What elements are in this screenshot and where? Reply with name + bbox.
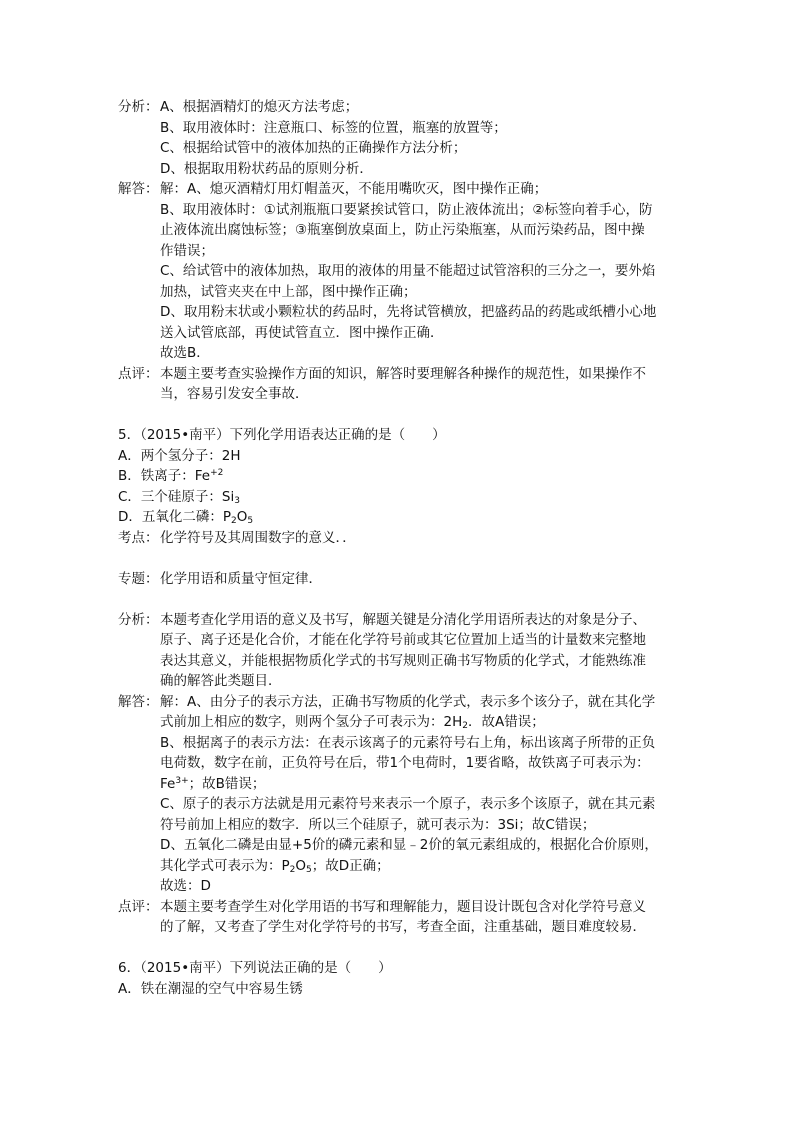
q5-zhuanti bbox=[118, 569, 678, 590]
q5-stem: 5．（2015•南平）下列化学用语表达正确的是（ ） bbox=[118, 427, 446, 443]
q4-answer-line: D、取用粉末状或小颗粒状的药品时，先将试管横放，把盛药品的药匙或纸槽小心地 bbox=[160, 304, 657, 320]
q4-analysis-line: D、根据取用粉状药品的原则分析． bbox=[160, 160, 373, 177]
q4-analysis bbox=[118, 97, 678, 179]
q5-kaodian bbox=[118, 528, 678, 549]
q4-analysis-label: 分析： bbox=[118, 99, 159, 115]
q5-answer-line: 电荷数，数字在前，正负符号在后，带1个电荷时，1要省略，故铁离子可表示为： bbox=[160, 755, 650, 771]
q4-answer-line: 加热，试管夹夹在中上部，图中操作正确； bbox=[160, 283, 417, 300]
q5-answer bbox=[118, 692, 678, 897]
q5-comment bbox=[118, 897, 678, 938]
q6-stem: 6．（2015•南平）下列说法正确的是（ ） bbox=[118, 960, 392, 976]
q4-answer-line: 故选B． bbox=[160, 345, 210, 361]
q4-answer-line: 解：A、熄灭酒精灯用灯帽盖灭，不能用嘴吹灭，图中操作正确； bbox=[160, 181, 548, 197]
q5-answer-line: 其化学式可表示为：$P_2O_5$；故D正确； bbox=[160, 857, 390, 875]
q6-option-a: A．铁在潮湿的空气中容易生锈 bbox=[118, 980, 303, 997]
q5-answer-line: B、根据离子的表示方法：在表示该离子的元素符号右上角，标出该离子所带的正负 bbox=[160, 734, 656, 751]
q5-answer-line: 式前加上相应的数字，则两个氢分子可表示为：$2H_2$．故A错误； bbox=[160, 714, 545, 731]
q5-answer-line: 符号前加上相应的数字．所以三个硅原子，就可表示为：3Si；故C错误； bbox=[160, 816, 596, 833]
q4-answer-line: 止液体流出腐蚀标签；③瓶塞倒放桌面上，防止污染瓶塞，从而污染药品，图中操 bbox=[160, 222, 645, 238]
q5-option-a: A．两个氢分子：2H bbox=[118, 447, 241, 464]
q4-answer bbox=[118, 179, 678, 364]
q4-analysis-line: A、根据酒精灯的熄灭方法考虑； bbox=[160, 99, 359, 115]
q4-analysis-line: C、根据给试管中的液体加热的正确操作方法分析； bbox=[160, 140, 467, 156]
q5-answer-label: 解答： bbox=[118, 693, 159, 710]
q4-comment-line: 当，容易引发安全事故． bbox=[160, 386, 309, 402]
q4-comment-line: 本题主要考查实验操作方面的知识，解答时要理解各种操作的规范性，如果操作不 bbox=[160, 365, 646, 382]
q4-comment bbox=[118, 364, 678, 405]
q5-comment-label: 点评： bbox=[118, 898, 159, 915]
q5-kaodian-text: 化学符号及其周围数字的意义．． bbox=[160, 529, 356, 546]
q5-answer-line: D、五氧化二磷是由显+5价的磷元素和显﹣2价的氧元素组成的，根据化合价原则， bbox=[160, 837, 658, 853]
q5-analysis-line: 确的解答此类题目． bbox=[160, 673, 282, 689]
q5-option-c: C．三个硅原子：$Si_3$ bbox=[118, 488, 240, 506]
q5-answer-line: $Fe^{3+}$；故B错误； bbox=[160, 775, 266, 792]
q4-answer-line: C、给试管中的液体加热，取用的液体的用量不能超过试管溶积的三分之一，要外焰 bbox=[160, 263, 656, 279]
q5-analysis-label: 分析： bbox=[118, 611, 159, 628]
document-page bbox=[118, 97, 678, 999]
q5-analysis-line: 原子、离子还是化合价，才能在化学符号前或其它位置加上适当的计量数来完整地 bbox=[160, 632, 646, 648]
q5-option-d: D．五氧化二磷：$P_2O_5$ bbox=[118, 509, 254, 526]
q5-zhuanti-text: 化学用语和质量守恒定律． bbox=[160, 570, 322, 587]
q5-analysis bbox=[118, 610, 678, 692]
q4-comment-label: 点评： bbox=[118, 365, 159, 382]
q5-analysis-line: 表达其意义，并能根据物质化学式的书写规则正确书写物质的化学式，才能熟练准 bbox=[160, 652, 646, 669]
q4-answer-label: 解答： bbox=[118, 181, 159, 197]
q5-kaodian-label: 考点： bbox=[118, 529, 159, 546]
q5-analysis-line: 本题考查化学用语的意义及书写，解题关键是分清化学用语所表达的对象是分子、 bbox=[160, 611, 646, 628]
q4-answer-line: B、取用液体时：①试剂瓶瓶口要紧挨试管口，防止液体流出；②标签向着手心，防 bbox=[160, 201, 653, 218]
q4-answer-line: 送入试管底部，再使试管直立．图中操作正确． bbox=[160, 324, 444, 341]
q5-answer-line: C、原子的表示方法就是用元素符号来表示一个原子，表示多个该原子，就在其元素 bbox=[160, 796, 656, 812]
q5-option-b: B．铁离子：$Fe^{+2}$ bbox=[118, 468, 224, 484]
q5-comment-line: 的了解，又考查了学生对化学符号的书写，考查全面，注重基础，题目难度较易． bbox=[160, 919, 646, 935]
q4-analysis-line: B、取用液体时：注意瓶口、标签的位置，瓶塞的放置等； bbox=[160, 119, 507, 136]
q4-answer-line: 作错误； bbox=[160, 242, 214, 259]
q5-answer-line: 解：A、由分子的表示方法，正确书写物质的化学式，表示多个该分子，就在其化学 bbox=[160, 693, 656, 710]
q5-zhuanti-label: 专题： bbox=[118, 570, 159, 587]
q5-comment-line: 本题主要考查学生对化学用语的书写和理解能力，题目设计既包含对化学符号意义 bbox=[160, 898, 646, 915]
q5-answer-line: 故选：D bbox=[160, 878, 211, 894]
